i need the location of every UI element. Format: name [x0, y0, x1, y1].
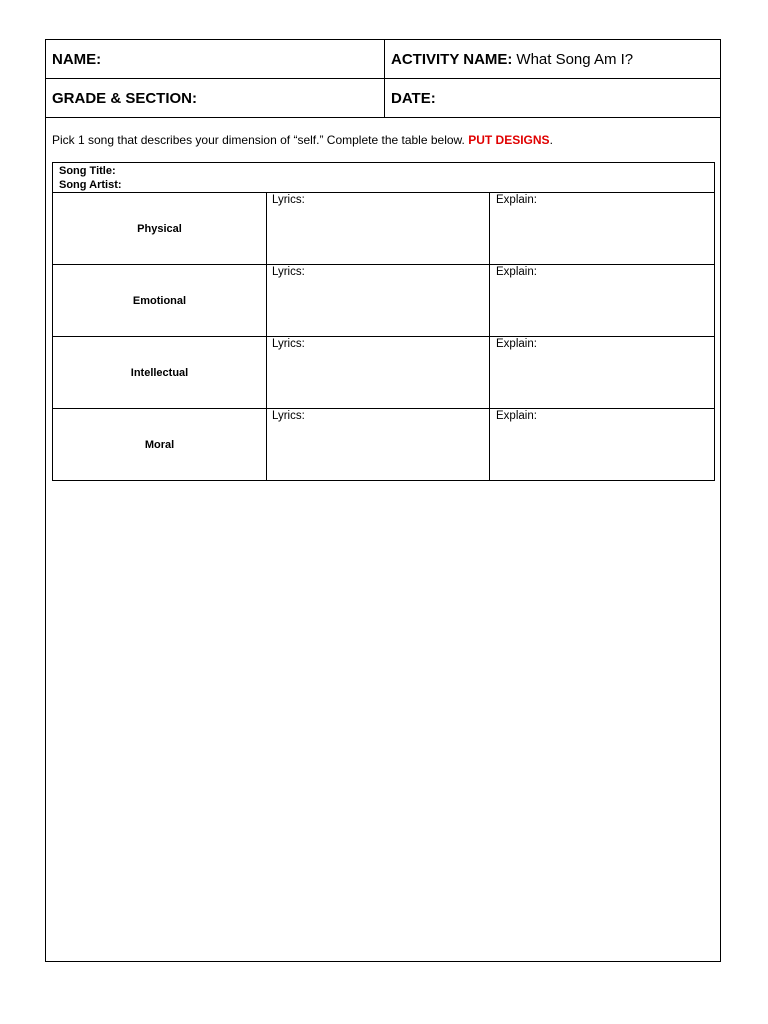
- instructions-emphasis: PUT DESIGNS: [468, 133, 550, 147]
- explain-label: Explain:: [496, 194, 537, 206]
- instructions-suffix: .: [549, 133, 553, 147]
- lyrics-cell[interactable]: [267, 265, 490, 336]
- instructions: [52, 133, 553, 147]
- dimension-name: Intellectual: [53, 337, 267, 408]
- lyrics-label: Lyrics:: [272, 194, 305, 206]
- dimension-name: Emotional: [53, 265, 267, 336]
- lyrics-label: Lyrics:: [272, 410, 305, 422]
- date-cell[interactable]: [385, 79, 721, 117]
- instructions-text: Pick 1 song that describes your dimension of “self.” Complete the table below.: [52, 133, 469, 147]
- name-label: NAME:: [52, 50, 102, 68]
- name-cell[interactable]: [46, 40, 385, 78]
- header-row-1: [46, 40, 720, 79]
- lyrics-cell[interactable]: [267, 337, 490, 408]
- activity-cell: [385, 40, 721, 78]
- date-label: DATE:: [391, 89, 436, 107]
- dimension-row-emotional: [53, 265, 714, 337]
- song-dimensions-table: [52, 162, 715, 481]
- dimension-row-physical: [53, 193, 714, 265]
- lyrics-cell[interactable]: [267, 193, 490, 264]
- explain-label: Explain:: [496, 266, 537, 278]
- dimension-name: Moral: [53, 409, 267, 480]
- dimension-name: Physical: [53, 193, 267, 264]
- lyrics-cell[interactable]: [267, 409, 490, 480]
- activity-value: What Song Am I?: [516, 50, 634, 68]
- explain-cell[interactable]: [490, 337, 714, 408]
- song-info-cell[interactable]: [53, 163, 714, 193]
- grade-section-label: GRADE & SECTION:: [52, 89, 198, 107]
- activity-label: ACTIVITY NAME:: [391, 50, 513, 68]
- grade-section-cell[interactable]: [46, 79, 385, 117]
- worksheet: [45, 39, 721, 962]
- dimension-row-moral: [53, 409, 714, 480]
- explain-label: Explain:: [496, 338, 537, 350]
- song-title-label: Song Title:: [59, 165, 116, 177]
- lyrics-label: Lyrics:: [272, 266, 305, 278]
- explain-cell[interactable]: [490, 193, 714, 264]
- explain-cell[interactable]: [490, 265, 714, 336]
- header-row-2: [46, 79, 720, 118]
- song-artist-label: Song Artist:: [59, 179, 122, 191]
- explain-label: Explain:: [496, 410, 537, 422]
- explain-cell[interactable]: [490, 409, 714, 480]
- lyrics-label: Lyrics:: [272, 338, 305, 350]
- dimension-row-intellectual: [53, 337, 714, 409]
